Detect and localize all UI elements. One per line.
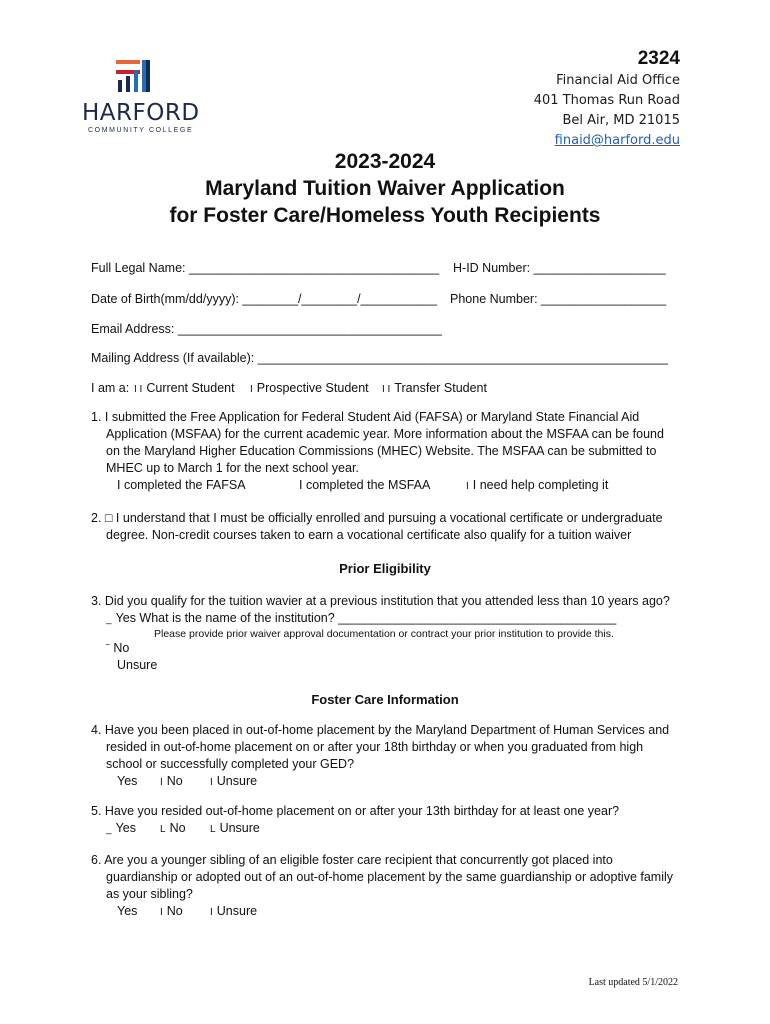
title-year: 2023-2024 (334, 150, 436, 173)
q6-no-checkbox[interactable]: I (160, 907, 163, 918)
q1-line1: 1. I submitted the Free Application for Federal Student Aid (FAFSA) or Maryland State Financial Aid (91, 410, 640, 424)
q1-option-help[interactable] (466, 478, 608, 492)
q4-yes-option[interactable]: Yes (117, 774, 138, 788)
q6-line1: 6. Are you a younger sibling of an eligible foster care recipient that concurrently got placed into (91, 853, 613, 867)
q3-unsure-option[interactable]: Unsure (117, 658, 158, 672)
mailing-address-field[interactable]: Mailing Address (If available): ___________________________________________________________ (91, 351, 668, 365)
current-student-label: Current Student (146, 381, 235, 395)
prospective-student-label: Prospective Student (256, 381, 369, 395)
q4-unsure-checkbox[interactable]: I (210, 777, 213, 788)
q5-question: 5. Have you resided out-of-home placement on or after your 13th birthday for at least one year? (91, 804, 620, 818)
form-number: 2324 (637, 48, 680, 69)
q6-unsure-label: Unsure (216, 904, 258, 918)
q3-yes-checkbox[interactable]: _ (106, 614, 112, 625)
q1-option-msfaa[interactable]: I completed the MSFAA (299, 478, 431, 492)
q5-no-label: No (169, 821, 186, 835)
q4-line1: 4. Have you been placed in out-of-home placement by the Maryland Department of Human Services and (91, 723, 670, 737)
q3-yes-option[interactable] (106, 611, 616, 625)
title-sub: for Foster Care/Homeless Youth Recipients (169, 204, 601, 227)
section-foster-care: Foster Care Information (311, 692, 459, 707)
q5-yes-checkbox[interactable]: _ (106, 824, 112, 835)
q4-no-checkbox[interactable]: I (160, 777, 163, 788)
q3-no-option[interactable] (106, 641, 129, 655)
q5-yes-option[interactable] (106, 821, 136, 835)
logo-name: HARFORD (82, 100, 200, 126)
current-student-option[interactable] (134, 381, 235, 395)
title-main: Maryland Tuition Waiver Application (205, 177, 565, 200)
q2-line2: degree. Non-credit courses taken to earn a vocational certificate also qualify for a tuition waiver (106, 528, 632, 542)
office-email-link[interactable]: finaid@harford.edu (554, 133, 680, 148)
office-street: 401 Thomas Run Road (533, 93, 680, 108)
q1-line3: on the Maryland Higher Education Commissions (MHEC) Website. The MSFAA can be submitted to (106, 444, 657, 458)
office-name: Financial Aid Office (556, 73, 680, 88)
q1-help-checkbox[interactable]: I (466, 481, 469, 492)
section-prior-eligibility: Prior Eligibility (339, 561, 431, 576)
q6-no-option[interactable] (160, 904, 183, 918)
q4-no-label: No (166, 774, 183, 788)
q3-no-checkbox[interactable]: ‾ (106, 644, 110, 655)
q5-unsure-checkbox[interactable]: L (210, 824, 216, 835)
q6-unsure-option[interactable] (210, 904, 257, 918)
harford-logo (82, 56, 200, 146)
last-updated: Last updated 5/1/2022 (588, 977, 678, 988)
prospective-student-option[interactable] (250, 381, 369, 395)
q1-help-label: I need help completing it (472, 478, 609, 492)
full-name-field[interactable]: Full Legal Name: ____________________________________ (91, 261, 440, 275)
hid-field[interactable]: H-ID Number: ___________________ (453, 261, 666, 275)
q5-no-checkbox[interactable]: L (160, 824, 166, 835)
phone-field[interactable]: Phone Number: __________________ (450, 292, 667, 306)
student-type-label: I am a: (91, 381, 130, 395)
q5-yes-label: Yes (115, 821, 136, 835)
q6-line2: guardianship or adopted out of an out-of-home placement by the same guardianship or adoptive family (106, 870, 674, 884)
q6-unsure-checkbox[interactable]: I (210, 907, 213, 918)
current-student-checkbox[interactable]: I I (134, 384, 143, 395)
q6-no-label: No (166, 904, 183, 918)
q3-yes-label: Yes What is the name of the institution? ________________________________________ (115, 611, 617, 625)
q6-line3: as your sibling? (106, 887, 193, 901)
q6-yes-option[interactable]: Yes (117, 904, 138, 918)
q2-line1[interactable]: 2. □ I understand that I must be officially enrolled and pursuing a vocational certificate or undergraduate (91, 511, 663, 525)
q4-line3: school or successfully completed your GED? (106, 757, 355, 771)
dob-field[interactable]: Date of Birth(mm/dd/yyyy): ________/________/___________ (91, 292, 438, 306)
q3-note: Please provide prior waiver approval documentation or contract your prior institution to provide this. (154, 628, 614, 640)
q4-unsure-label: Unsure (216, 774, 258, 788)
transfer-student-option[interactable] (382, 381, 487, 395)
q4-unsure-option[interactable] (210, 774, 257, 788)
office-city: Bel Air, MD 21015 (562, 113, 680, 128)
q1-line2: Application (MSFAA) for the current academic year. More information about the MSFAA can be found (106, 427, 664, 441)
q1-option-fafsa[interactable]: I completed the FAFSA (117, 478, 246, 492)
q4-line2: resided in out-of-home placement on or after your 18th birthday or when you graduated from high (106, 740, 644, 754)
q5-no-option[interactable] (160, 821, 186, 835)
q4-no-option[interactable] (160, 774, 183, 788)
q5-unsure-label: Unsure (219, 821, 260, 835)
transfer-student-label: Transfer Student (394, 381, 487, 395)
transfer-student-checkbox[interactable]: I I (382, 384, 391, 395)
q3-question: 3. Did you qualify for the tuition wavier at a previous institution that you attended less than 10 years ago? (91, 594, 670, 608)
logo-subtitle: COMMUNITY COLLEGE (88, 127, 194, 134)
email-field[interactable]: Email Address: ______________________________________ (91, 322, 443, 336)
q1-line4: MHEC up to March 1 for the next school year. (106, 461, 359, 475)
q5-unsure-option[interactable] (210, 821, 260, 835)
prospective-student-checkbox[interactable]: I (250, 384, 253, 395)
q3-no-label: No (113, 641, 130, 655)
